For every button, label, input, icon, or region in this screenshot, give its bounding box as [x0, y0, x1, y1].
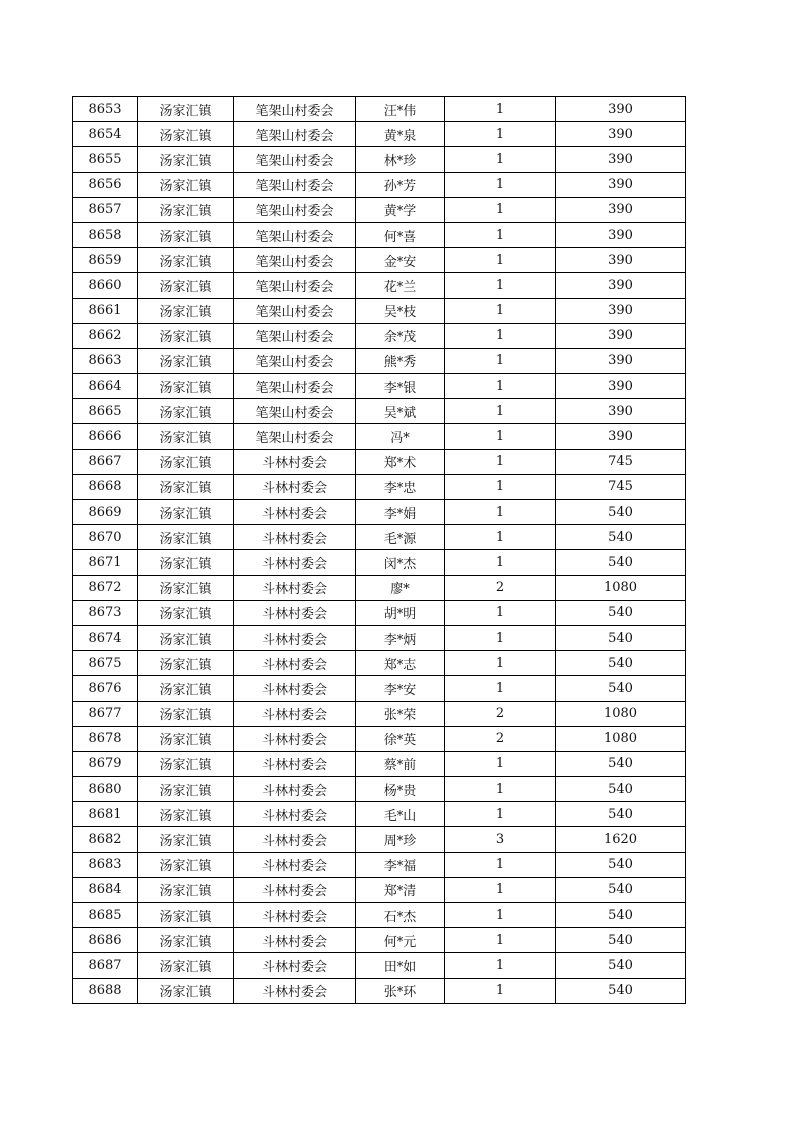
- table-row: [73, 348, 686, 373]
- row-number-cell: 8660: [73, 273, 138, 298]
- row-number-cell: 8681: [73, 802, 138, 827]
- count-cell: 1: [445, 852, 556, 877]
- village-cell: 笔架山村委会: [234, 222, 356, 247]
- village-cell: 斗林村委会: [234, 978, 356, 1003]
- name-cell: 闵*杰: [356, 550, 445, 575]
- amount-cell: 1080: [556, 575, 686, 600]
- village-cell: 斗林村委会: [234, 877, 356, 902]
- row-number-cell: 8665: [73, 399, 138, 424]
- count-cell: 1: [445, 978, 556, 1003]
- row-number-cell: 8688: [73, 978, 138, 1003]
- town-cell: 汤家汇镇: [138, 500, 234, 525]
- amount-cell: 390: [556, 323, 686, 348]
- row-number-cell: 8661: [73, 298, 138, 323]
- amount-cell: 390: [556, 348, 686, 373]
- town-cell: 汤家汇镇: [138, 903, 234, 928]
- name-cell: 毛*山: [356, 802, 445, 827]
- table-row: [73, 701, 686, 726]
- row-number-cell: 8684: [73, 877, 138, 902]
- town-cell: 汤家汇镇: [138, 172, 234, 197]
- town-cell: 汤家汇镇: [138, 852, 234, 877]
- name-cell: 冯*: [356, 424, 445, 449]
- amount-cell: 390: [556, 122, 686, 147]
- name-cell: 杨*贵: [356, 777, 445, 802]
- amount-cell: 1080: [556, 701, 686, 726]
- village-cell: 斗林村委会: [234, 575, 356, 600]
- name-cell: 廖*: [356, 575, 445, 600]
- table-row: [73, 424, 686, 449]
- count-cell: 1: [445, 273, 556, 298]
- village-cell: 斗林村委会: [234, 449, 356, 474]
- count-cell: 1: [445, 374, 556, 399]
- count-cell: 1: [445, 500, 556, 525]
- row-number-cell: 8673: [73, 600, 138, 625]
- row-number-cell: 8683: [73, 852, 138, 877]
- row-number-cell: 8669: [73, 500, 138, 525]
- town-cell: 汤家汇镇: [138, 701, 234, 726]
- name-cell: 何*元: [356, 928, 445, 953]
- town-cell: 汤家汇镇: [138, 399, 234, 424]
- amount-cell: 540: [556, 802, 686, 827]
- village-cell: 斗林村委会: [234, 625, 356, 650]
- town-cell: 汤家汇镇: [138, 978, 234, 1003]
- count-cell: 1: [445, 651, 556, 676]
- amount-cell: 1620: [556, 827, 686, 852]
- name-cell: 黄*泉: [356, 122, 445, 147]
- amount-cell: 540: [556, 525, 686, 550]
- village-cell: 斗林村委会: [234, 550, 356, 575]
- count-cell: 1: [445, 928, 556, 953]
- row-number-cell: 8678: [73, 726, 138, 751]
- town-cell: 汤家汇镇: [138, 273, 234, 298]
- town-cell: 汤家汇镇: [138, 751, 234, 776]
- village-cell: 斗林村委会: [234, 474, 356, 499]
- count-cell: 1: [445, 449, 556, 474]
- town-cell: 汤家汇镇: [138, 323, 234, 348]
- name-cell: 毛*源: [356, 525, 445, 550]
- village-cell: 斗林村委会: [234, 726, 356, 751]
- row-number-cell: 8662: [73, 323, 138, 348]
- row-number-cell: 8655: [73, 147, 138, 172]
- town-cell: 汤家汇镇: [138, 625, 234, 650]
- row-number-cell: 8672: [73, 575, 138, 600]
- count-cell: 1: [445, 777, 556, 802]
- table-row: [73, 751, 686, 776]
- count-cell: 2: [445, 726, 556, 751]
- count-cell: 1: [445, 399, 556, 424]
- town-cell: 汤家汇镇: [138, 651, 234, 676]
- town-cell: 汤家汇镇: [138, 953, 234, 978]
- row-number-cell: 8657: [73, 197, 138, 222]
- row-number-cell: 8658: [73, 222, 138, 247]
- row-number-cell: 8680: [73, 777, 138, 802]
- town-cell: 汤家汇镇: [138, 928, 234, 953]
- count-cell: 1: [445, 877, 556, 902]
- amount-cell: 540: [556, 978, 686, 1003]
- subsidy-table: [72, 96, 686, 1004]
- name-cell: 吴*枝: [356, 298, 445, 323]
- amount-cell: 540: [556, 500, 686, 525]
- row-number-cell: 8674: [73, 625, 138, 650]
- village-cell: 斗林村委会: [234, 827, 356, 852]
- row-number-cell: 8653: [73, 97, 138, 122]
- table-row: [73, 147, 686, 172]
- town-cell: 汤家汇镇: [138, 122, 234, 147]
- table-row: [73, 474, 686, 499]
- town-cell: 汤家汇镇: [138, 474, 234, 499]
- town-cell: 汤家汇镇: [138, 802, 234, 827]
- name-cell: 黄*学: [356, 197, 445, 222]
- town-cell: 汤家汇镇: [138, 600, 234, 625]
- count-cell: 1: [445, 600, 556, 625]
- town-cell: 汤家汇镇: [138, 676, 234, 701]
- name-cell: 郑*清: [356, 877, 445, 902]
- table-row: [73, 323, 686, 348]
- village-cell: 斗林村委会: [234, 676, 356, 701]
- table-row: [73, 827, 686, 852]
- village-cell: 笔架山村委会: [234, 197, 356, 222]
- table-row: [73, 877, 686, 902]
- count-cell: 1: [445, 525, 556, 550]
- village-cell: 笔架山村委会: [234, 122, 356, 147]
- town-cell: 汤家汇镇: [138, 550, 234, 575]
- row-number-cell: 8664: [73, 374, 138, 399]
- count-cell: 3: [445, 827, 556, 852]
- amount-cell: 390: [556, 172, 686, 197]
- amount-cell: 745: [556, 474, 686, 499]
- amount-cell: 540: [556, 600, 686, 625]
- village-cell: 斗林村委会: [234, 852, 356, 877]
- town-cell: 汤家汇镇: [138, 424, 234, 449]
- amount-cell: 745: [556, 449, 686, 474]
- row-number-cell: 8671: [73, 550, 138, 575]
- name-cell: 李*安: [356, 676, 445, 701]
- count-cell: 1: [445, 323, 556, 348]
- count-cell: 1: [445, 222, 556, 247]
- amount-cell: 390: [556, 248, 686, 273]
- table-row: [73, 978, 686, 1003]
- name-cell: 胡*明: [356, 600, 445, 625]
- amount-cell: 390: [556, 197, 686, 222]
- amount-cell: 540: [556, 852, 686, 877]
- table-row: [73, 676, 686, 701]
- table-row: [73, 651, 686, 676]
- town-cell: 汤家汇镇: [138, 222, 234, 247]
- name-cell: 张*荣: [356, 701, 445, 726]
- name-cell: 田*如: [356, 953, 445, 978]
- name-cell: 郑*术: [356, 449, 445, 474]
- name-cell: 张*环: [356, 978, 445, 1003]
- amount-cell: 540: [556, 777, 686, 802]
- village-cell: 笔架山村委会: [234, 248, 356, 273]
- town-cell: 汤家汇镇: [138, 147, 234, 172]
- count-cell: 1: [445, 676, 556, 701]
- town-cell: 汤家汇镇: [138, 348, 234, 373]
- town-cell: 汤家汇镇: [138, 374, 234, 399]
- amount-cell: 390: [556, 147, 686, 172]
- town-cell: 汤家汇镇: [138, 777, 234, 802]
- town-cell: 汤家汇镇: [138, 298, 234, 323]
- name-cell: 熊*秀: [356, 348, 445, 373]
- count-cell: 1: [445, 248, 556, 273]
- name-cell: 孙*芳: [356, 172, 445, 197]
- table-row: [73, 222, 686, 247]
- town-cell: 汤家汇镇: [138, 877, 234, 902]
- town-cell: 汤家汇镇: [138, 97, 234, 122]
- table-row: [73, 273, 686, 298]
- row-number-cell: 8675: [73, 651, 138, 676]
- table-row: [73, 500, 686, 525]
- name-cell: 金*安: [356, 248, 445, 273]
- table-row: [73, 802, 686, 827]
- table-row: [73, 374, 686, 399]
- row-number-cell: 8656: [73, 172, 138, 197]
- count-cell: 1: [445, 424, 556, 449]
- amount-cell: 540: [556, 928, 686, 953]
- count-cell: 1: [445, 802, 556, 827]
- count-cell: 1: [445, 903, 556, 928]
- village-cell: 斗林村委会: [234, 651, 356, 676]
- row-number-cell: 8686: [73, 928, 138, 953]
- amount-cell: 390: [556, 399, 686, 424]
- count-cell: 1: [445, 122, 556, 147]
- table-row: [73, 852, 686, 877]
- table-row: [73, 197, 686, 222]
- table-row: [73, 928, 686, 953]
- town-cell: 汤家汇镇: [138, 827, 234, 852]
- name-cell: 徐*英: [356, 726, 445, 751]
- table-row: [73, 97, 686, 122]
- amount-cell: 540: [556, 751, 686, 776]
- name-cell: 郑*志: [356, 651, 445, 676]
- name-cell: 李*福: [356, 852, 445, 877]
- name-cell: 吴*斌: [356, 399, 445, 424]
- name-cell: 余*茂: [356, 323, 445, 348]
- name-cell: 石*杰: [356, 903, 445, 928]
- row-number-cell: 8670: [73, 525, 138, 550]
- village-cell: 斗林村委会: [234, 777, 356, 802]
- amount-cell: 390: [556, 424, 686, 449]
- amount-cell: 390: [556, 273, 686, 298]
- village-cell: 笔架山村委会: [234, 424, 356, 449]
- table-row: [73, 449, 686, 474]
- count-cell: 1: [445, 474, 556, 499]
- village-cell: 笔架山村委会: [234, 147, 356, 172]
- row-number-cell: 8685: [73, 903, 138, 928]
- row-number-cell: 8663: [73, 348, 138, 373]
- village-cell: 斗林村委会: [234, 600, 356, 625]
- village-cell: 斗林村委会: [234, 525, 356, 550]
- name-cell: 林*珍: [356, 147, 445, 172]
- name-cell: 李*娟: [356, 500, 445, 525]
- amount-cell: 540: [556, 877, 686, 902]
- amount-cell: 390: [556, 374, 686, 399]
- count-cell: 1: [445, 172, 556, 197]
- name-cell: 花*兰: [356, 273, 445, 298]
- amount-cell: 390: [556, 97, 686, 122]
- name-cell: 李*忠: [356, 474, 445, 499]
- town-cell: 汤家汇镇: [138, 248, 234, 273]
- table-row: [73, 777, 686, 802]
- amount-cell: 540: [556, 953, 686, 978]
- table-row: [73, 600, 686, 625]
- name-cell: 何*喜: [356, 222, 445, 247]
- village-cell: 斗林村委会: [234, 802, 356, 827]
- row-number-cell: 8676: [73, 676, 138, 701]
- table-row: [73, 953, 686, 978]
- count-cell: 1: [445, 953, 556, 978]
- amount-cell: 1080: [556, 726, 686, 751]
- village-cell: 斗林村委会: [234, 953, 356, 978]
- name-cell: 周*珍: [356, 827, 445, 852]
- village-cell: 斗林村委会: [234, 500, 356, 525]
- village-cell: 斗林村委会: [234, 928, 356, 953]
- table-body: [73, 97, 686, 1004]
- village-cell: 笔架山村委会: [234, 399, 356, 424]
- name-cell: 李*炳: [356, 625, 445, 650]
- row-number-cell: 8677: [73, 701, 138, 726]
- town-cell: 汤家汇镇: [138, 575, 234, 600]
- village-cell: 笔架山村委会: [234, 323, 356, 348]
- table-row: [73, 903, 686, 928]
- name-cell: 李*银: [356, 374, 445, 399]
- village-cell: 笔架山村委会: [234, 97, 356, 122]
- village-cell: 笔架山村委会: [234, 298, 356, 323]
- town-cell: 汤家汇镇: [138, 197, 234, 222]
- count-cell: 1: [445, 197, 556, 222]
- count-cell: 2: [445, 701, 556, 726]
- table-row: [73, 172, 686, 197]
- village-cell: 笔架山村委会: [234, 172, 356, 197]
- row-number-cell: 8667: [73, 449, 138, 474]
- row-number-cell: 8679: [73, 751, 138, 776]
- table-row: [73, 399, 686, 424]
- table-row: [73, 726, 686, 751]
- amount-cell: 540: [556, 676, 686, 701]
- row-number-cell: 8654: [73, 122, 138, 147]
- town-cell: 汤家汇镇: [138, 726, 234, 751]
- name-cell: 蔡*前: [356, 751, 445, 776]
- amount-cell: 540: [556, 550, 686, 575]
- amount-cell: 390: [556, 298, 686, 323]
- count-cell: 1: [445, 97, 556, 122]
- amount-cell: 540: [556, 625, 686, 650]
- count-cell: 1: [445, 751, 556, 776]
- count-cell: 1: [445, 625, 556, 650]
- village-cell: 笔架山村委会: [234, 348, 356, 373]
- town-cell: 汤家汇镇: [138, 525, 234, 550]
- count-cell: 1: [445, 298, 556, 323]
- table-row: [73, 575, 686, 600]
- village-cell: 斗林村委会: [234, 701, 356, 726]
- count-cell: 1: [445, 550, 556, 575]
- row-number-cell: 8666: [73, 424, 138, 449]
- name-cell: 汪*伟: [356, 97, 445, 122]
- town-cell: 汤家汇镇: [138, 449, 234, 474]
- row-number-cell: 8668: [73, 474, 138, 499]
- table-row: [73, 248, 686, 273]
- row-number-cell: 8659: [73, 248, 138, 273]
- table-row: [73, 550, 686, 575]
- table-row: [73, 298, 686, 323]
- village-cell: 笔架山村委会: [234, 273, 356, 298]
- count-cell: 1: [445, 147, 556, 172]
- count-cell: 2: [445, 575, 556, 600]
- table-row: [73, 625, 686, 650]
- amount-cell: 540: [556, 651, 686, 676]
- village-cell: 笔架山村委会: [234, 374, 356, 399]
- row-number-cell: 8682: [73, 827, 138, 852]
- count-cell: 1: [445, 348, 556, 373]
- table-row: [73, 122, 686, 147]
- village-cell: 斗林村委会: [234, 751, 356, 776]
- amount-cell: 390: [556, 222, 686, 247]
- amount-cell: 540: [556, 903, 686, 928]
- row-number-cell: 8687: [73, 953, 138, 978]
- village-cell: 斗林村委会: [234, 903, 356, 928]
- table-row: [73, 525, 686, 550]
